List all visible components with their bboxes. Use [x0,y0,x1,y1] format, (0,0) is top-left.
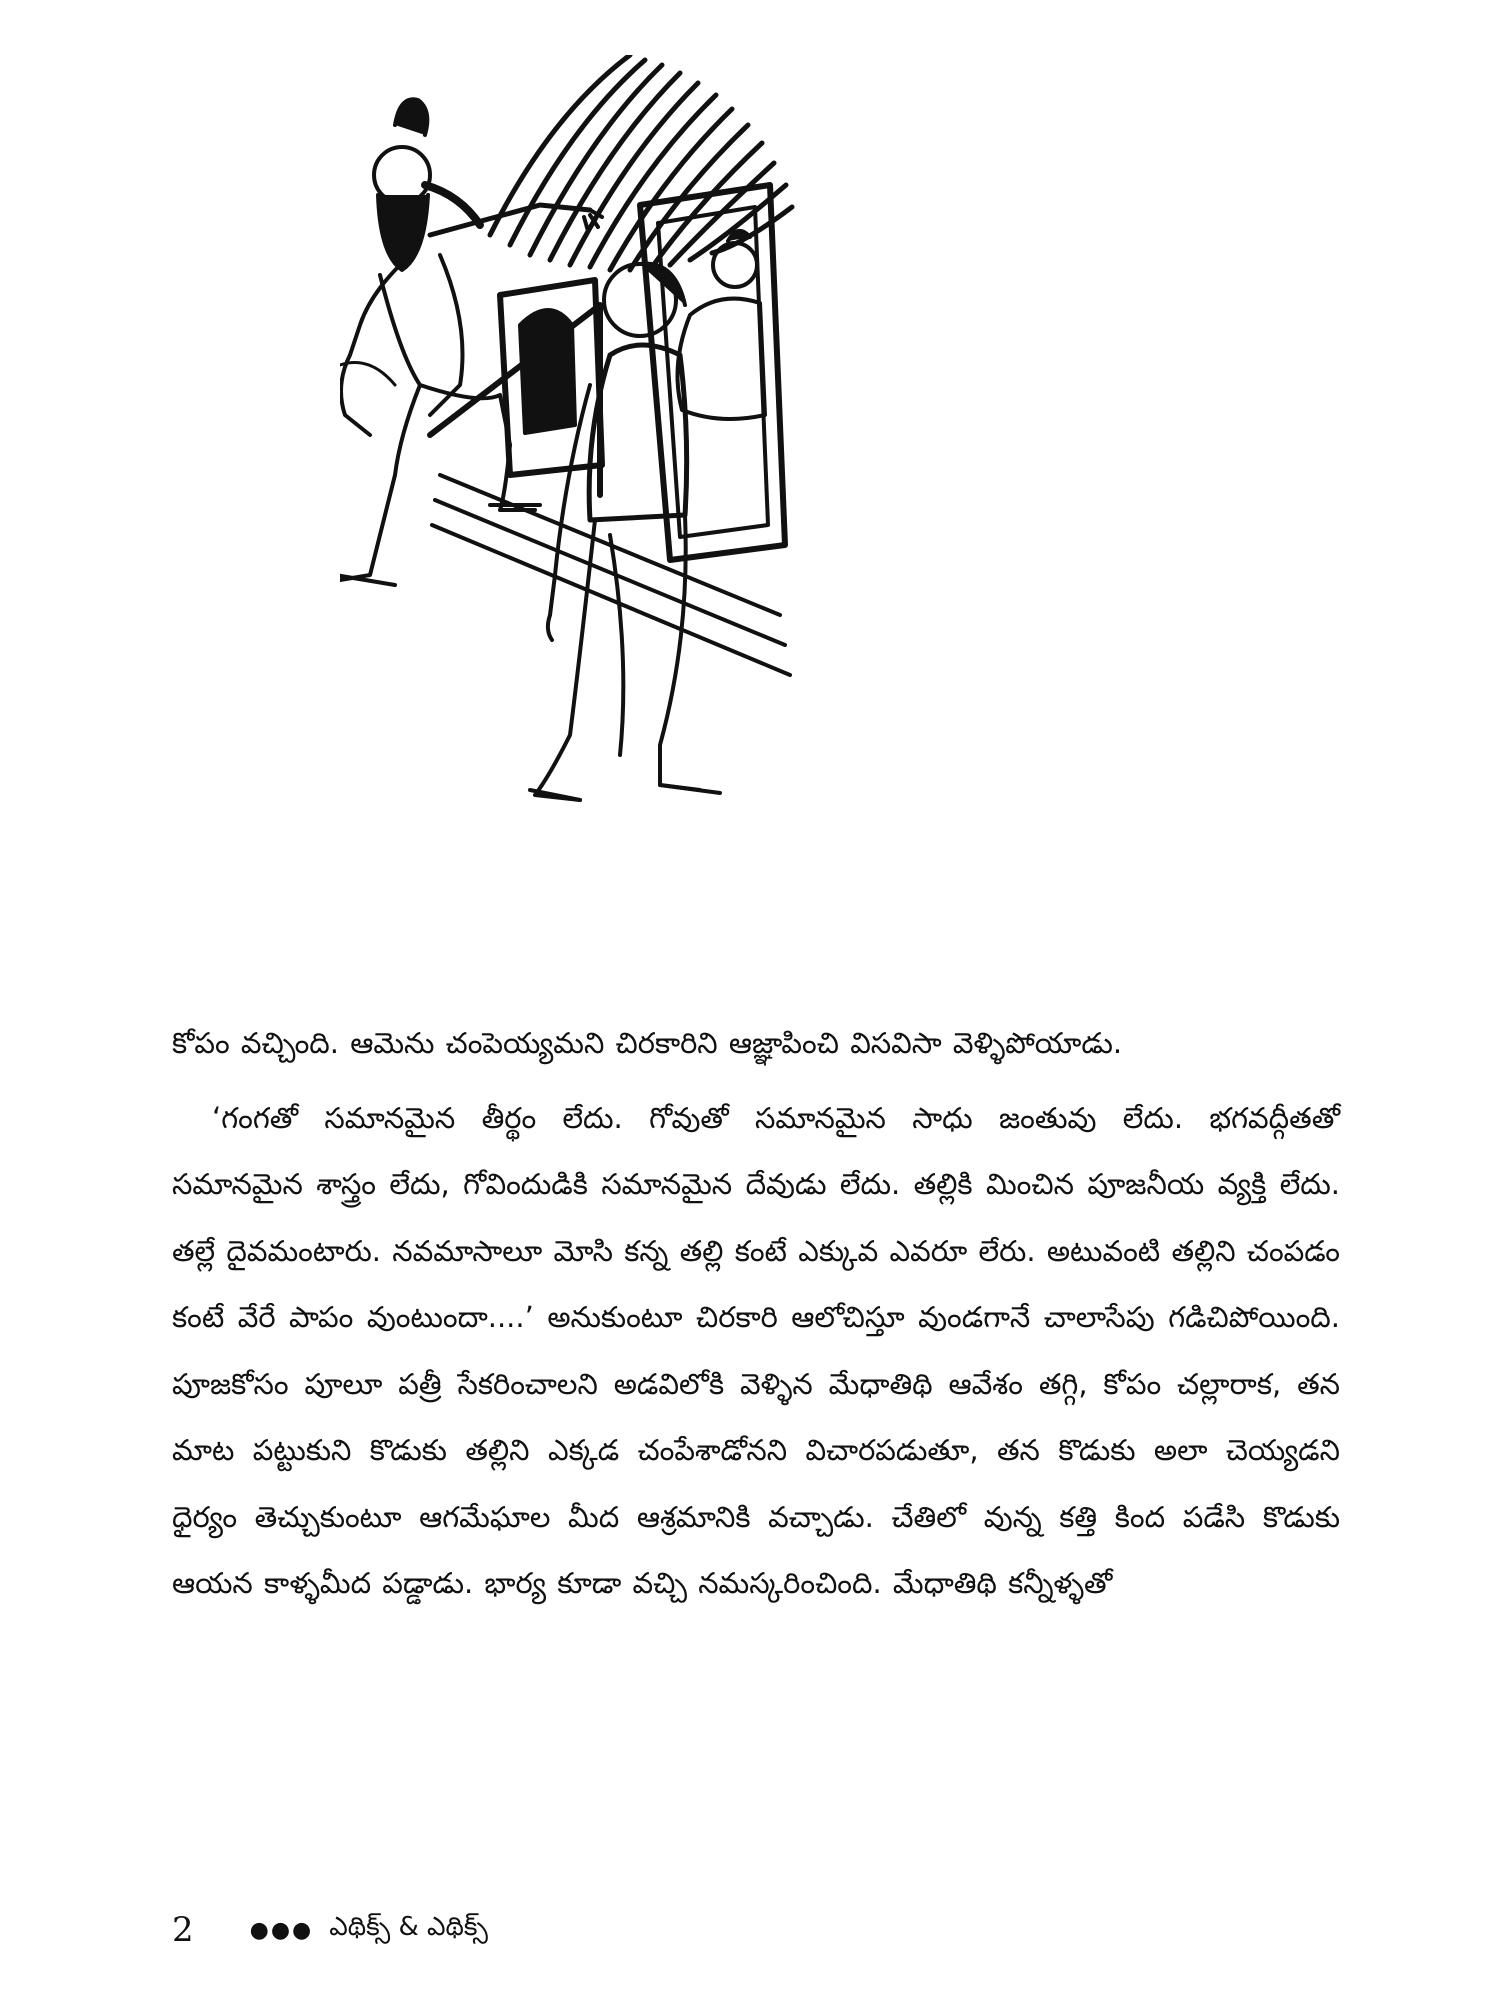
body-text [172,1010,1340,1617]
paragraph: కోపం వచ్చింది. ఆమెను చంపెయ్యమని చిరకారిని ఆజ్ఞాపించి విసవిసా వెళ్ళిపోయాడు. [172,1026,1123,1060]
page-number: 2 [172,1910,194,1950]
page-footer [172,1905,488,1955]
illustration-sage-and-disciple [340,55,1040,990]
footer-dots: ●●● [249,1917,314,1943]
hut-wall [430,185,790,675]
book-title: ఎథిక్స్ & ఎథిక్స్ [329,1912,488,1942]
paragraph: ‘గంగతో సమానమైన తీర్థం లేదు. గోవుతో సమానమైన సాధు జంతువు లేదు. భగవద్గీతతో సమానమైన శాస్త్రం లేదు, గోవిందుడికి సమానమైన దేవుడు లేదు. తల్లికి మించిన పూజనీయ వ్యక్తి లేదు. తల్లే దైవమంటారు. నవమాసాలూ మోసి కన్న తల్లి కంటే ఎక్కువ ఎవరూ లేరు. అటువంటి తల్లిని చంపడం కంటే వేరే పాపం వుంటుందా....’ అనుకుంటూ చిరకారి ఆలోచిస్తూ వుండగానే చాలాసేపు గడిచిపోయింది. పూజకోసం పూలూ పత్రీ సేకరించాలని అడవిలోకి వెళ్ళిన మేధాతిథి ఆవేశం తగ్గి, కోపం చల్లారాక, తన మాట పట్టుకుని కొడుకు తల్లిని ఎక్కడ చంపేశాడోనని విచారపడుతూ, తన కొడుకు అలా చెయ్యడని ధైర్యం తెచ్చుకుంటూ ఆగమేఘాల మీద ఆశ్రమానికి వచ్చాడు. చేతిలో వున్న కత్తి కింద పడేసి కొడుకు ఆయన కాళ్ళమీద పడ్డాడు. భార్య కూడా వచ్చి నమస్కరించింది. మేధాతిథి కన్నీళ్ళతో [172,1100,1340,1600]
